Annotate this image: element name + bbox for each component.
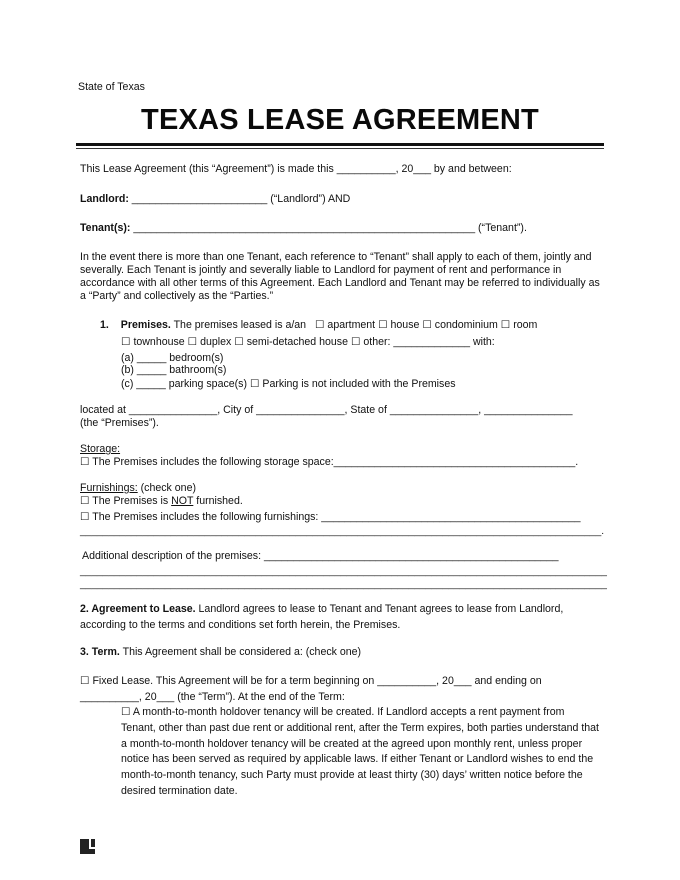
tenant-label: Tenant(s): [80, 222, 131, 234]
option-duplex[interactable]: ☐ duplex [187, 336, 232, 348]
holdover-option[interactable]: ☐ A month-to-month holdover tenancy will be created. If Landlord accepts a rent payment from Tenant, other than past due rent or additional rent, after the Term expires, both parties understand that a month-to-month holdover tenancy will be created at the agreed upon monthly rent, unless proper notice has been served as required by applicable laws. If either Tenant or Landlord wishes to end the month-to-month tenancy, such Party must provide at least thirty (30) days’ written notice before the desired termination date. [121, 706, 599, 797]
not-emphasis: NOT [171, 495, 194, 507]
parking-line[interactable]: (c) _____ parking space(s) ☐ Parking is not included with the Premises [121, 378, 456, 390]
section3-text: This Agreement shall be considered a: (check one) [119, 646, 362, 658]
additional-line-2[interactable]: _____________________________________________________________________________________________ [80, 566, 607, 577]
location-suffix: (the “Premises”). [80, 417, 159, 429]
not-furnished-option[interactable] [80, 495, 243, 508]
option-townhouse[interactable]: ☐ townhouse [121, 336, 185, 348]
landlord-name-blank[interactable]: _______________________ [128, 193, 271, 205]
tenant-line [80, 222, 527, 235]
title-divider-thick [76, 143, 604, 146]
title-divider-thin [76, 148, 604, 149]
state-label: State of Texas [78, 81, 145, 93]
bathrooms-line[interactable]: (b) _____ bathroom(s) [121, 364, 227, 376]
not-furnished-suffix: furnished. [193, 495, 243, 507]
section1-number: 1. [100, 319, 109, 331]
section2-text: Landlord agrees to lease to Tenant and Tenant agrees to lease from Landlord, according to the terms and conditions set forth herein, the Premises. [80, 603, 564, 631]
section1-line2 [121, 336, 495, 349]
intro-line: This Lease Agreement (this “Agreement”) is made this __________, 20___ by and between: [80, 163, 512, 175]
storage-heading: Storage: [80, 443, 121, 455]
section3-line [80, 646, 361, 659]
option-house[interactable]: ☐ house [378, 319, 420, 331]
option-semi-detached[interactable]: ☐ semi-detached house [234, 336, 348, 348]
section2-heading: 2. Agreement to Lease. [80, 603, 196, 615]
furnishings-check-one: (check one) [137, 482, 196, 494]
brand-logo-inner [91, 839, 95, 847]
landlord-label: Landlord: [80, 193, 129, 205]
includes-furnishings-option[interactable]: ☐ The Premises includes the following furnishings: ____________________________________________ [80, 511, 581, 523]
landlord-line [80, 193, 350, 206]
parties-paragraph: In the event there is more than one Tenant, each reference to “Tenant” shall apply to each of them, jointly and severally. Each Tenant is jointly and severally liable to Landlord for payment of rent and performance in accordance with all other terms of this Agreement. Each Landlord and Tenant may be referred to individually as a “Party” and collectively as the “Parties.” [80, 251, 600, 302]
tenant-suffix: (“Tenant”). [478, 222, 527, 234]
option-condominium[interactable]: ☐ condominium [422, 319, 498, 331]
furnishings-heading-line [80, 482, 196, 495]
not-furnished-prefix: ☐ The Premises is [80, 495, 172, 507]
storage-option[interactable]: ☐ The Premises includes the following storage space:_________________________________________. [80, 456, 579, 468]
document-title: TEXAS LEASE AGREEMENT [141, 104, 539, 136]
option-room[interactable]: ☐ room [500, 319, 538, 331]
bedrooms-line[interactable]: (a) _____ bedroom(s) [121, 352, 224, 364]
section1-heading: Premises. [120, 319, 171, 331]
section2-paragraph [80, 601, 600, 633]
additional-description[interactable]: Additional description of the premises: __________________________________________________ [82, 550, 559, 562]
option-apartment[interactable]: ☐ apartment [314, 319, 376, 331]
furnishings-heading: Furnishings: [80, 482, 138, 494]
option-other[interactable]: ☐ other: _____________ with: [350, 336, 495, 348]
furnishings-continuation-line[interactable]: ____________________________________________________________________________________________. [80, 526, 605, 537]
tenant-name-blank[interactable]: __________________________________________________________ [130, 222, 479, 234]
additional-line-3[interactable]: _____________________________________________________________________________________________ [80, 579, 607, 590]
landlord-suffix: (“Landlord”) AND [270, 193, 351, 205]
section1-line1 [100, 319, 537, 332]
section1-intro: The premises leased is a/an [173, 319, 307, 331]
location-line[interactable]: located at _______________, City of _______________, State of _______________, _______________ [80, 404, 573, 416]
section3-heading: 3. Term. [80, 646, 120, 658]
fixed-lease-line2[interactable]: __________, 20___ (the “Term”). At the end of the Term: [80, 691, 345, 703]
fixed-lease-option[interactable]: ☐ Fixed Lease. This Agreement will be for a term beginning on __________, 20___ and ending on [80, 675, 542, 687]
